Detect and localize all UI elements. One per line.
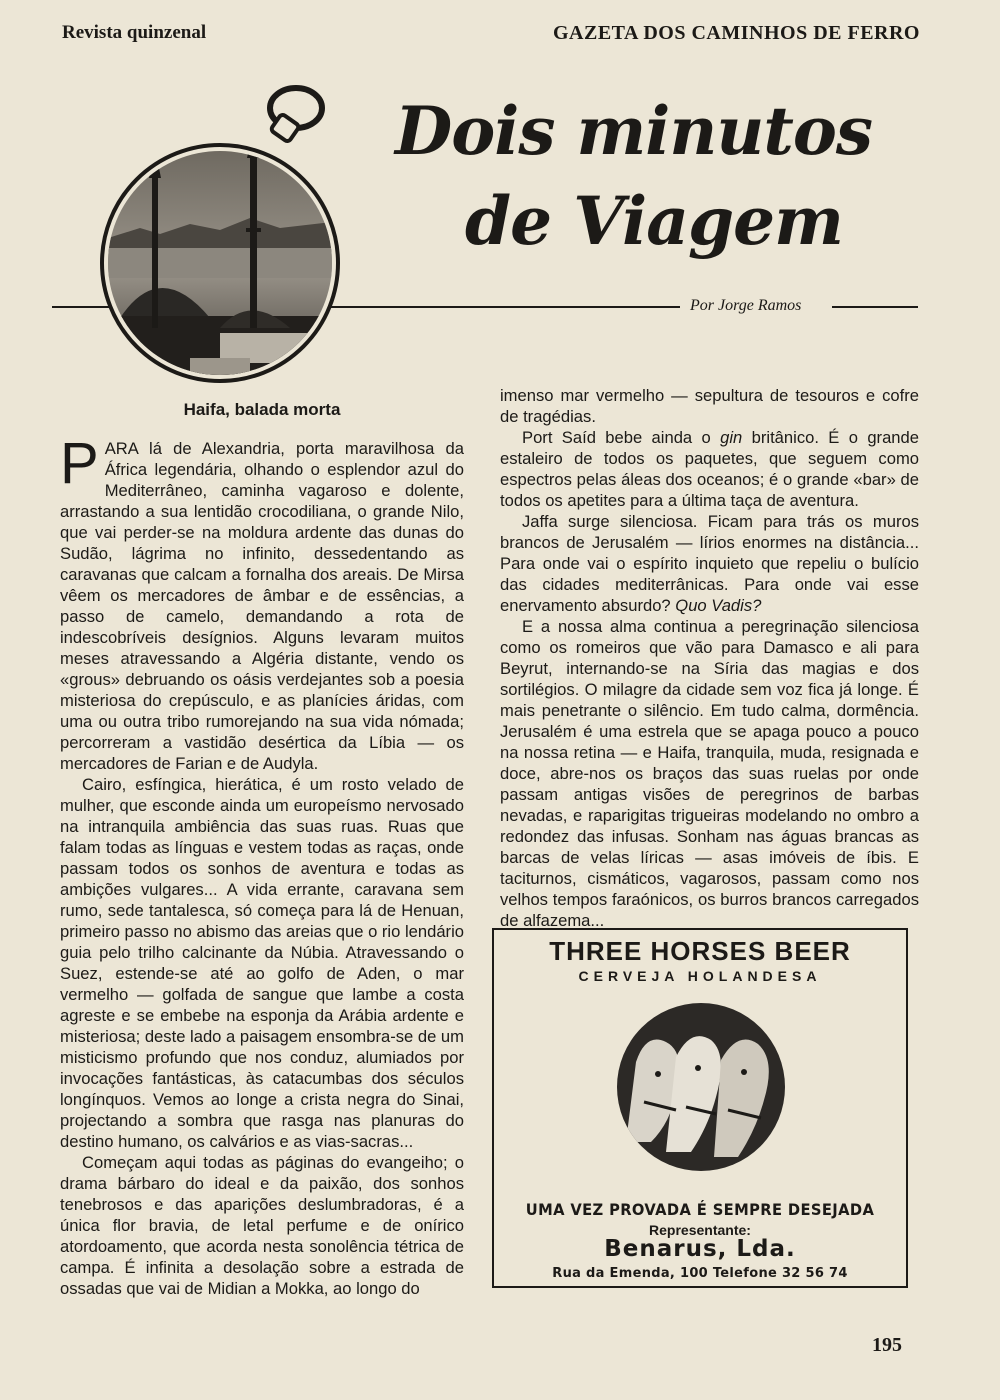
- ad-address: Rua da Emenda, 100 Telefone 32 56 74: [552, 1266, 848, 1281]
- ad-company-name: Benarus, Lda.: [604, 1236, 796, 1262]
- paragraph: Começam aqui todas as páginas do evangeiho; o drama bárbaro do ideal e da paixão, dos sonhos tenebrosos e das aparições deslumbradoras, é a única flor bravia, de letal perfume e de onírico atordoamento, que acorda nesta sonolência tétrica de campa. É infinita a desolação sobre a estrada de ossadas que vai de Midian a Mokka, ao longo do: [60, 1153, 464, 1298]
- horses-photo: [616, 1002, 786, 1172]
- ad-subtitle: CERVEJA HOLANDESA: [578, 968, 822, 984]
- paragraph-text: ARA lá de Alexandria, porta maravilhosa da África legendária, olhando o esplendor azul do Mediterrâneo, caminha vagaroso e dolente, arrastando a sua lentidão crocodiliana, o grande Nilo, que vai perder-se na moldura ardente das dunas do Sudão, lágrima no infinito, dessedentando as caravanas que calcam a fornalha dos areais. De Mirsa vêem os mercadores de âmbar e de essências, a passo de camelo, demandando a rota de indescobríveis desígnios. Alguns levaram muitos meses atravessando a Algéria distante, vendo os «grous» debruando os oásis verdejantes sob a poesia misteriosa do crepúsculo, e as planícies áridas, com uma ou outra tribo rumorejando na sua vida nómada; percorreram a vastidão desértica da Líbia — os mercadores de Farian e de Audyla.: [60, 439, 464, 773]
- paragraph: [500, 511, 919, 616]
- italic-phrase: Quo Vadis?: [675, 596, 762, 615]
- paragraph: imenso mar vermelho — sepultura de tesouros e cofre de tragédias.: [500, 386, 919, 426]
- title-rule: [832, 306, 918, 308]
- text-column-right: [500, 385, 919, 931]
- ad-title: THREE HORSES BEER: [549, 936, 851, 966]
- running-header-left: Revista quinzenal: [62, 22, 207, 43]
- paragraph-text: Port Saíd bebe ainda o: [522, 428, 721, 447]
- title-rule: [52, 306, 110, 308]
- title-rule: [330, 306, 680, 308]
- ad-slogan: UMA VEZ PROVADA É SEMPRE DESEJADA: [525, 1200, 875, 1219]
- paragraph-text: britânico. É o grande estaleiro de todos os paquetes, que seguem como espectros pelas áleas dos oceanos; é o grande «bar» de todos os apetites para a última taça de aventura.: [500, 428, 919, 510]
- three-horses-illustration: [616, 1002, 786, 1172]
- paragraph: E a nossa alma continua a peregrinação silenciosa como os romeiros que vão para Damasco e ali para Beyrut, internando-se na Síria das magias e dos sortilégios. O milagre da cidade sem voz fica já longe. É mais penetrante o silêncio. Em tudo calma, dormência. Jerusalém é uma estrela que se apaga pouco a pouco na nossa retina — e Haifa, tranquila, muda, resignada e doce, abre-nos os braços das suas ruelas por onde passam antigas visões de peregrinos de barbas nevadas, e raparigitas trigueiras modelando no ombro a redondez das infusas. Sonham nas águas brancas as barcas de velas líricas — asas imóveis de íbis. E taciturnos, cismáticos, vagarosos, passam como nos velhos tempos faraónicos, os burros brancos carregados de alfazema...: [500, 617, 919, 930]
- drop-cap: P: [60, 431, 99, 496]
- beer-advertisement: [492, 928, 908, 1288]
- text-column-left: [60, 431, 465, 1299]
- pocket-watch-photo: [100, 78, 340, 398]
- paragraph: [500, 427, 919, 511]
- article-title-line2: de Viagem: [465, 182, 843, 260]
- paragraph: Cairo, esfíngica, hierática, é um rosto velado de mulher, que esconde ainda um europeísmo nervosado na intranquila ambiência das suas ruas. Ruas que falam todas as línguas e vestem todas as raças, onde passam todos os sonhos de aventura e todas as ambições vulgares... A vida errante, caravana sem rumo, sede tantalesca, só começa para lá de Henuan, primeiro passo no abismo das areias que o rio lendário guia pelo trilho calcinante da Núbia. Atravessando o Suez, estende-se até ao golfo de Aden, o mar vermelho — golfada de sangue que lambe a costa agreste e se embebe na esponja da Arábia ardente e misteriosa; deste lado a paisagem ensombra-se de um misticismo profundo que nos conduz, alumiados por invocações fantásticas, às catacumbas dos séculos longínquos. Vemos ao longe a crista negra do Sinai, projectando a sombra que rasga nas planuras do destino humano, os calvários e as vias-sacras...: [60, 775, 465, 1151]
- article-subheading: Haifa, balada morta: [183, 400, 341, 419]
- istanbul-mosque-illustration: [100, 78, 340, 398]
- ad-representative-label: Representante:: [649, 1222, 751, 1238]
- page-number: 195: [872, 1334, 902, 1356]
- paragraph: [60, 431, 464, 774]
- article-title-line1: Dois minutos: [395, 92, 873, 170]
- byline: Por Jorge Ramos: [690, 297, 802, 314]
- running-header-right: GAZETA DOS CAMINHOS DE FERRO: [552, 22, 920, 44]
- italic-word: gin: [720, 428, 743, 447]
- paragraph-text: Jaffa surge silenciosa. Ficam para trás os muros brancos de Jerusalém — lírios enormes na distância... Para onde vai o espírito inquieto que repeliu o bulício das cidades mediterrânicas. Para onde vai esse enervamento absurdo?: [500, 512, 919, 615]
